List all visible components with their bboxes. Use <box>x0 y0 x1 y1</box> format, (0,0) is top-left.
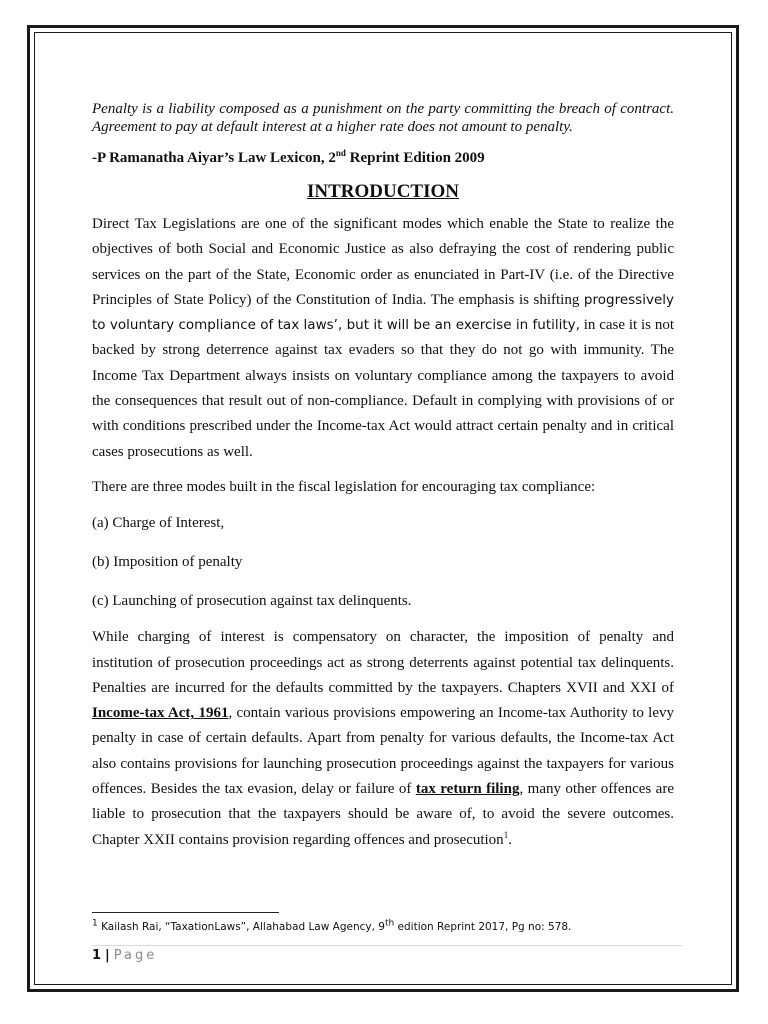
footnote-separator <box>92 912 279 913</box>
page-label: Page <box>113 948 158 963</box>
tax-return-filing-link[interactable]: tax return filing <box>415 781 520 798</box>
attribution-superscript: nd <box>335 148 346 158</box>
epigraph-attribution <box>92 149 674 167</box>
penalty-text-2: , contain various provisions empowering an Income-tax Authority to levy penalty in case of certain defaults. Apart from penalty for various defaults, the Income-tax Act also contains provisions for launching prosecution proceedings against the taxpayers for various offences. Besides the tax evasion, delay or failure of <box>92 705 675 798</box>
penalty-text-3: , many other offences are liable to prosecution that the taxpayers should be aware of, to avoid the severe outcomes. Chapter XXII contains provision regarding offences and prosecution <box>92 781 674 848</box>
penalty-text-1: While charging of interest is compensatory on character, the imposition of penalty and institution of prosecution proceedings act as strong deterrents against potential tax delinquents. Penalties are incurred for the defaults committed by the taxpayers. Chapters XVII and XXI of <box>92 629 674 696</box>
income-tax-act-link[interactable]: Income-tax Act, 1961 <box>92 705 229 722</box>
footnote-marker: 1 <box>92 918 98 929</box>
footnote-reference[interactable]: 1 <box>503 829 509 840</box>
footnote-superscript: th <box>384 918 395 929</box>
page-number: 1 <box>92 948 102 963</box>
section-heading: INTRODUCTION <box>306 181 460 202</box>
intro-text-3: in case it is not backed by strong deterrence against tax evaders so that they do not go with immunity. The Income Tax Department always insists on voluntary compliance among the taxpayers to avoid the consequences that result out of non-compliance. Default in complying with provisions of or with conditions prescribed under the Income-tax Act would attract certain penalty and in critical cases prosecutions as well. <box>92 317 674 460</box>
footnote-text-end: edition Reprint 2017, Pg no: 578. <box>394 921 572 933</box>
epigraph-quote: Penalty is a liability composed as a punishment on the party committing the breach of contract. Agreement to pay at default interest at a higher rate does not amount to penalty. <box>92 101 674 135</box>
penalty-text-end: . <box>508 831 512 848</box>
modes-intro-paragraph: There are three modes built in the fiscal legislation for encouraging tax compliance: <box>92 478 596 495</box>
footnote-text: Kailash Rai, “TaxationLaws”, Allahabad Law Agency, 9 <box>97 921 385 933</box>
footer-separator <box>92 945 682 946</box>
intro-text-2: progressively to voluntary compliance of tax laws’, but it will be an exercise in futility, <box>92 291 674 334</box>
page-content <box>92 100 674 853</box>
mode-item-prosecution: (c) Launching of prosecution against tax delinquents. <box>92 593 412 610</box>
intro-paragraph <box>92 212 674 465</box>
footer-separator-bar: | <box>105 948 110 963</box>
penalty-paragraph <box>92 625 674 853</box>
mode-item-interest: (a) Charge of Interest, <box>92 515 225 532</box>
intro-text-1: Direct Tax Legislations are one of the significant modes which enable the State to realize the objectives of both Social and Economic Justice as also defraying the cost of rendering public services on the part of the State, Economic order as enunciated in Part-IV (i.e. of the Directive Principles of State Policy) of the Constitution of India. The emphasis is shifting <box>92 216 674 308</box>
attribution-text: -P Ramanatha Aiyar’s Law Lexicon, 2 <box>92 150 336 166</box>
attribution-edition: Reprint Edition 2009 <box>345 150 485 166</box>
page-footer <box>92 948 157 963</box>
footnote <box>92 920 682 934</box>
mode-item-penalty: (b) Imposition of penalty <box>92 554 243 571</box>
